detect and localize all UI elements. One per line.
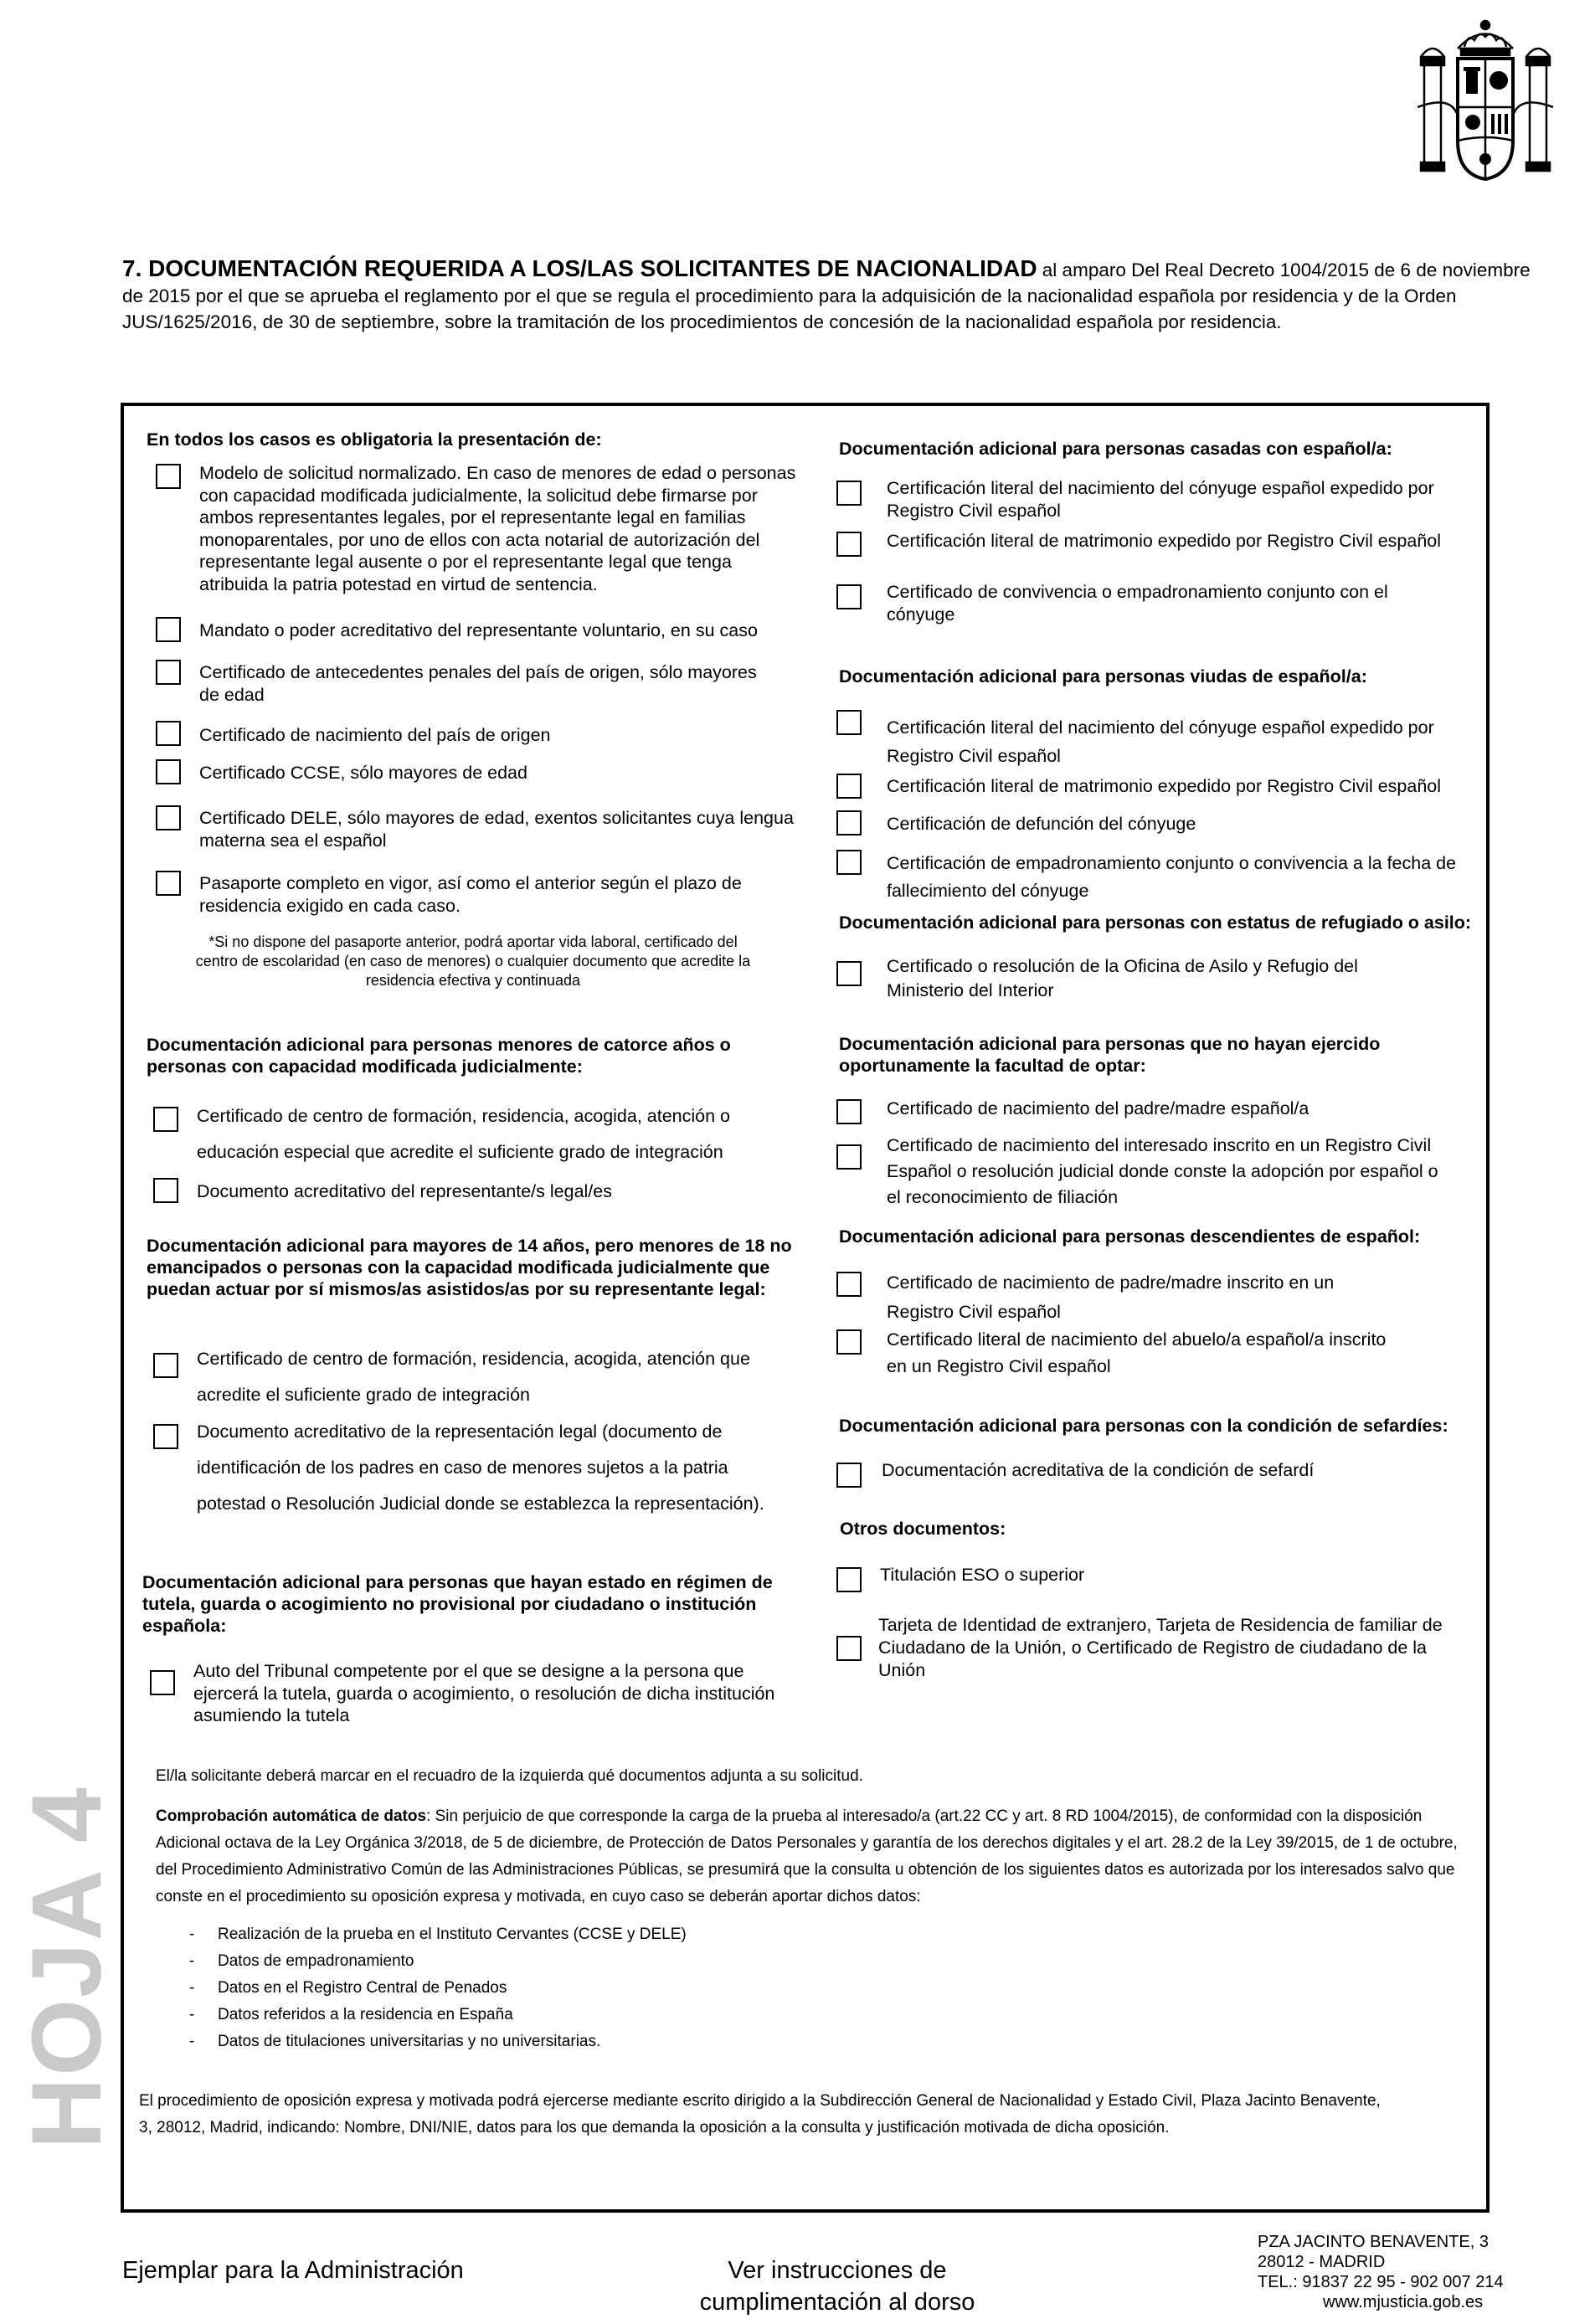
checkbox[interactable] (156, 617, 181, 642)
address-line: PZA JACINTO BENAVENTE, 3 (1258, 2233, 1489, 2251)
checkbox[interactable] (836, 850, 862, 875)
checkbox[interactable] (836, 1099, 862, 1124)
section-heading (122, 255, 1546, 335)
passport-note: *Si no dispone del pasaporte anterior, podrá aportar vida laboral, certificado del centro de escolaridad (en caso de menores) o cualquier documento que acredite la residencia efectiva y continuada (195, 933, 751, 989)
list-item: - Datos de titulaciones universitarias y no universitarias. (189, 2033, 601, 2050)
sheet-label: HOJA 4 (12, 1785, 122, 2149)
checkbox[interactable] (153, 1353, 178, 1378)
phone: TEL.: 91837 22 95 - 902 007 214 (1258, 2273, 1504, 2291)
under14-heading: Documentación adicional para personas menores de catorce años o personas con capacidad modificada judicialmente: (147, 1035, 731, 1077)
mandatory-heading: En todos los casos es obligatoria la presentación de: (147, 429, 602, 450)
married-heading: Documentación adicional para personas casadas con español/a: (839, 439, 1392, 459)
list-item: - Realización de la prueba en el Instituto Cervantes (CCSE y DELE) (189, 1926, 687, 1943)
checkbox[interactable] (836, 810, 862, 836)
opposition-note: El procedimiento de oposición expresa y motivada podrá ejercerse mediante escrito dirigido a la Subdirección General de Nacionalidad y Estado Civil, Plaza Jacinto Benavente, 3, 28012, Madrid, indicando: Nombre, DNI/NIE, datos para los que demanda la oposición a la consulta y justificación motivada de dicha oposición. (139, 2092, 1381, 2136)
list-item: - Datos referidos a la residencia en España (189, 2006, 513, 2023)
list-item: - Datos en el Registro Central de Penados (189, 1979, 507, 1997)
checkbox[interactable] (156, 464, 181, 489)
checkbox[interactable] (836, 1272, 862, 1297)
checkbox[interactable] (836, 584, 862, 609)
auto-check-list (189, 1921, 687, 2055)
footer-address (1258, 2232, 1504, 2312)
checkbox[interactable] (156, 871, 181, 896)
others-heading: Otros documentos: (840, 1519, 1006, 1539)
over14-heading: Documentación adicional para mayores de 14 años, pero menores de 18 no emancipados o personas con la capacidad modificada judicialmente que puedan actuar por sí mismos/as asistidos/as por su representante legal: (147, 1236, 792, 1299)
checkbox[interactable] (153, 1107, 178, 1132)
descendants-heading: Documentación adicional para personas descendientes de español: (839, 1226, 1421, 1247)
auto-check-text: : Sin perjuicio de que corresponde la carga de la prueba al interesado/a (art.22 CC y art. 8 RD 1004/2015), de conformidad con la disposición Adicional octava de la Ley Orgánica 3/2018, de 5 de diciembre, de Protección de Datos Personales y garantía de los derechos digitales y el art. 28.2 de la Ley 39/2015, de 1 de octubre, del Procedimiento Administrativo Común de las Administraciones Públicas, se presumirá que la consulta u obtención de los siguientes datos es autorizada por los interesados salvo que conste en el procedimiento su oposición expresa y motivada, en cuyo caso se deberán aportar dichos datos: (156, 1807, 1458, 1905)
tutela-heading: Documentación adicional para personas que hayan estado en régimen de tutela, guarda o acogimiento no provisional por ciudadano o institución española: (142, 1572, 773, 1636)
list-item: - Datos de empadronamiento (189, 1952, 414, 1970)
checkbox[interactable] (836, 1463, 862, 1488)
checkbox[interactable] (836, 1567, 862, 1592)
heading-title: 7. DOCUMENTACIÓN REQUERIDA A LOS/LAS SOLICITANTES DE NACIONALIDAD (122, 255, 1037, 281)
auto-check-label: Comprobación automática de datos (156, 1807, 427, 1825)
widowed-heading: Documentación adicional para personas viudas de español/a: (839, 666, 1367, 686)
checkbox[interactable] (836, 1636, 862, 1661)
checkbox[interactable] (836, 961, 862, 986)
sephardic-heading: Documentación adicional para personas con la condición de sefardíes: (839, 1416, 1448, 1436)
checkbox[interactable] (836, 774, 862, 799)
footer-instructions: Ver instrucciones de cumplimentación al dorso (699, 2257, 975, 2316)
footer-copy-label: Ejemplar para la Administración (122, 2257, 464, 2284)
checkbox[interactable] (836, 1144, 862, 1170)
not-opted-heading: Documentación adicional para personas que no hayan ejercido oportunamente la facultad de optar: (839, 1034, 1381, 1076)
checkbox[interactable] (836, 710, 862, 735)
checkbox[interactable] (156, 721, 181, 746)
checkbox[interactable] (156, 805, 181, 830)
checkbox[interactable] (836, 532, 862, 557)
instruction-note: El/la solicitante deberá marcar en el recuadro de la izquierda qué documentos adjunta a su solicitud. (156, 1767, 863, 1785)
checkbox[interactable] (153, 1424, 178, 1449)
checkbox[interactable] (153, 1178, 178, 1203)
checkbox[interactable] (836, 481, 862, 506)
checkbox[interactable] (156, 660, 181, 685)
spain-coat-of-arms-icon (1417, 15, 1553, 187)
checkbox[interactable] (836, 1329, 862, 1355)
website-link[interactable]: www.mjusticia.gob.es (1323, 2293, 1484, 2311)
heading-subtitle: al amparo Del Real Decreto 1004/2015 de 6 de noviembre de 2015 por el que se aprueba el reglamento por el que se regula el procedimiento para la adquisición de la nacionalidad española por residencia y de la Orden JUS/1625/2016, de 30 de septiembre, sobre la tramitación de los procedimientos de concesión de la nacionalidad española por residencia. (122, 260, 1531, 332)
address-line: 28012 - MADRID (1258, 2253, 1386, 2271)
auto-check-paragraph (156, 1803, 1474, 1910)
refugee-heading: Documentación adicional para personas con estatus de refugiado o asilo: (839, 913, 1472, 933)
checkbox[interactable] (156, 759, 181, 784)
checkbox[interactable] (150, 1670, 175, 1695)
